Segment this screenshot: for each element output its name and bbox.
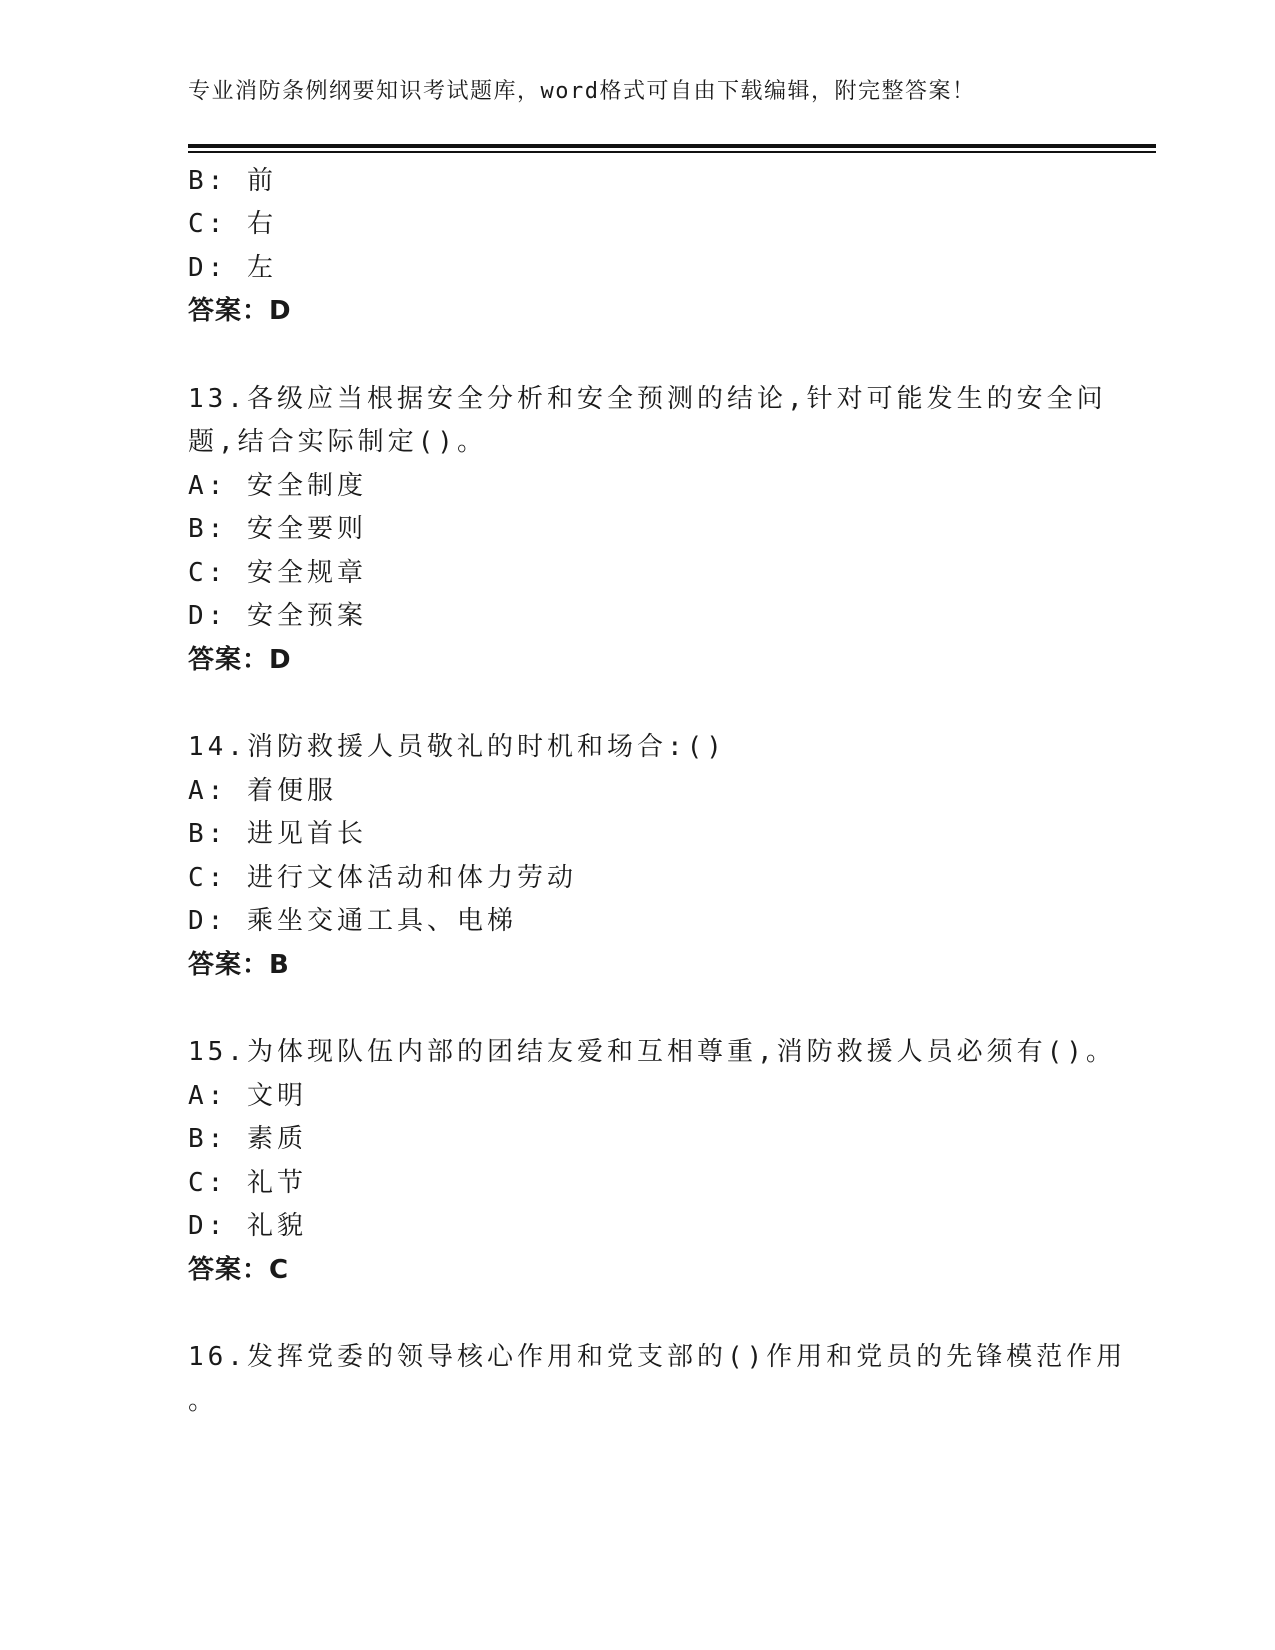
q12-option-b: B: 前 [188, 166, 277, 196]
q13-stem-line1: 13.各级应当根据安全分析和安全预测的结论,针对可能发生的安全问 [188, 384, 1107, 414]
q13-option-b: B: 安全要则 [188, 514, 367, 544]
q16-stem-line2: 。 [188, 1386, 219, 1416]
q14-option-d: D: 乘坐交通工具、电梯 [188, 906, 517, 936]
q14-option-a: A: 着便服 [188, 776, 337, 806]
q15-option-c: C: 礼节 [188, 1168, 307, 1198]
header-rule-thin [188, 151, 1156, 153]
q12-option-d: D: 左 [188, 253, 277, 283]
q13-option-c: C: 安全规章 [188, 558, 367, 588]
header-rule-thick [188, 144, 1156, 148]
q13-option-d: D: 安全预案 [188, 601, 367, 631]
q15-stem-line1: 15.为体现队伍内部的团结友爱和互相尊重,消防救援人员必须有()。 [188, 1037, 1116, 1067]
q16-stem-line1: 16.发挥党委的领导核心作用和党支部的()作用和党员的先锋模范作用 [188, 1342, 1127, 1372]
q13-answer: 答案：D [188, 645, 292, 675]
q14-stem-line1: 14.消防救援人员敬礼的时机和场合:() [188, 732, 726, 762]
q15-option-b: B: 素质 [188, 1124, 307, 1154]
q12-option-c: C: 右 [188, 209, 277, 239]
q13-stem-line2: 题,结合实际制定()。 [188, 427, 487, 457]
q14-answer: 答案：B [188, 950, 290, 980]
page-header: 专业消防条例纲要知识考试题库，word格式可自由下载编辑，附完整答案！ [188, 79, 976, 104]
q14-option-b: B: 进见首长 [188, 819, 367, 849]
q13-option-a: A: 安全制度 [188, 471, 367, 501]
q15-option-d: D: 礼貌 [188, 1211, 307, 1241]
q15-option-a: A: 文明 [188, 1081, 307, 1111]
q12-answer: 答案：D [188, 296, 292, 326]
q14-option-c: C: 进行文体活动和体力劳动 [188, 863, 577, 893]
q15-answer: 答案：C [188, 1255, 290, 1285]
